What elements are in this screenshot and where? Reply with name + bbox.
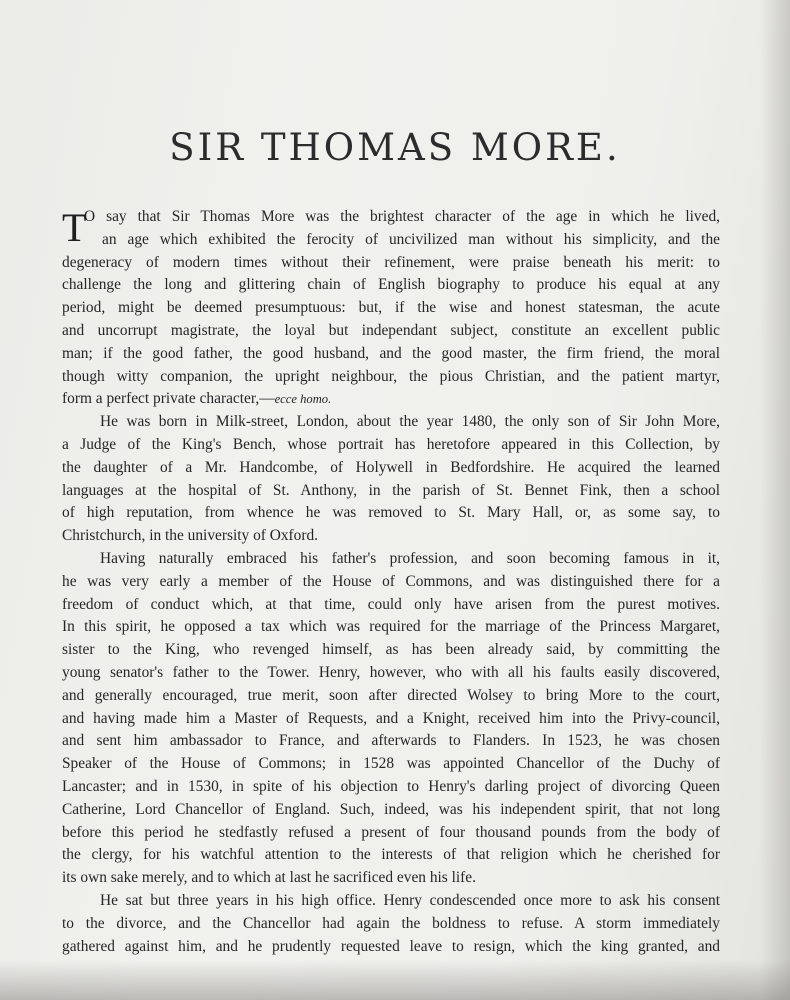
- text-line: freedom of conduct which, at that time, could only have arisen from the purest motives.: [62, 595, 720, 613]
- text-line: an age which exhibited the ferocity of uncivilized man without his simplicity, and the: [102, 230, 720, 248]
- latin-phrase: ecce homo.: [274, 392, 332, 407]
- text-line: and generally encouraged, true merit, soon after directed Wolsey to bring More to the court,: [62, 686, 720, 704]
- text-line: challenge the long and glittering chain of English biography to produce his equal at any: [62, 276, 720, 294]
- text-line: Speaker of the House of Commons; in 1528 was appointed Chancellor of the Duchy of: [62, 755, 720, 773]
- paragraph-1-last-line: [62, 388, 720, 411]
- text-line: languages at the hospital of St. Anthony, in the parish of St. Bennet Fink, then a school: [62, 481, 720, 499]
- text-line: young senator's father to the Tower. Henry, however, who with all his faults easily discovered,: [62, 663, 720, 681]
- text-line: before this period he stedfastly refused a present of four thousand pounds from the body of: [62, 823, 720, 841]
- text-line: period, might be deemed presumptuous: but, if the wise and honest statesman, the acute: [62, 299, 720, 317]
- text-line: to the divorce, and the Chancellor had again the boldness to refuse. A storm immediately: [62, 914, 720, 932]
- text-line: degeneracy of modern times without their refinement, were praise beneath his merit: to: [62, 253, 720, 271]
- text-line: Lancaster; and in 1530, in spite of his objection to Henry's darling project of divorcing Queen: [62, 777, 720, 795]
- drop-cap: T: [62, 205, 87, 250]
- paragraph-3: [62, 548, 720, 890]
- text-line: sister to the King, who revenged himself, as has been already said, by committing the: [62, 641, 720, 659]
- text-line: gathered against him, and he prudently requested leave to resign, which the king granted, and: [62, 937, 720, 955]
- text-line: the daughter of a Mr. Handcombe, of Holywell in Bedfordshire. He acquired the learned: [62, 458, 720, 476]
- text-line: and uncorrupt magistrate, the loyal but independant subject, constitute an excellent public: [62, 321, 720, 339]
- text-line: its own sake merely, and to which at last he sacrificed even his life.: [62, 869, 476, 887]
- page-title: SIR THOMAS MORE.: [169, 126, 621, 169]
- text-line: In this spirit, he opposed a tax which was required for the marriage of the Princess Margaret,: [62, 618, 720, 636]
- article-body: [62, 206, 720, 958]
- opening-line-text: O say that Sir Thomas More was the brightest character of the age in which he lived,: [84, 208, 720, 225]
- text-line: man; if the good father, the good husband, and the good master, the firm friend, the moral: [62, 344, 720, 362]
- text-line: and having made him a Master of Requests, and a Knight, received him into the Privy-council,: [62, 709, 720, 727]
- text-line: a Judge of the King's Bench, whose portrait has heretofore appeared in this Collection, by: [62, 435, 720, 453]
- page-edge-shadow: [760, 0, 790, 1000]
- text-line: He sat but three years in his high office. Henry condescended once more to ask his consent: [100, 891, 720, 909]
- page-bottom-shadow: [0, 960, 790, 1000]
- paragraph-1-last-text: form a perfect private character,—: [62, 390, 275, 408]
- paragraph-4: [62, 890, 720, 958]
- text-line: Having naturally embraced his father's profession, and soon becoming famous in it,: [100, 549, 720, 567]
- text-line: the clergy, for his watchful attention to the interests of that religion which he cherished for: [62, 846, 720, 864]
- text-line: He was born in Milk-street, London, about the year 1480, the only son of Sir John More,: [100, 413, 720, 431]
- text-line: of high reputation, from whence he was removed to St. Mary Hall, or, as some say, to: [62, 504, 720, 522]
- text-line: he was very early a member of the House of Commons, and was distinguished there for a: [62, 572, 720, 590]
- paragraph-1: [62, 229, 720, 389]
- text-line: and sent him ambassador to France, and afterwards to Flanders. In 1523, he was chosen: [62, 732, 720, 750]
- text-line: though witty companion, the upright neighbour, the pious Christian, and the patient martyr,: [62, 367, 720, 385]
- text-line: Christchurch, in the university of Oxford.: [62, 527, 319, 545]
- paragraph-2: [62, 411, 720, 548]
- text-line: Catherine, Lord Chancellor of England. Such, indeed, was his independent spirit, that not long: [62, 800, 720, 818]
